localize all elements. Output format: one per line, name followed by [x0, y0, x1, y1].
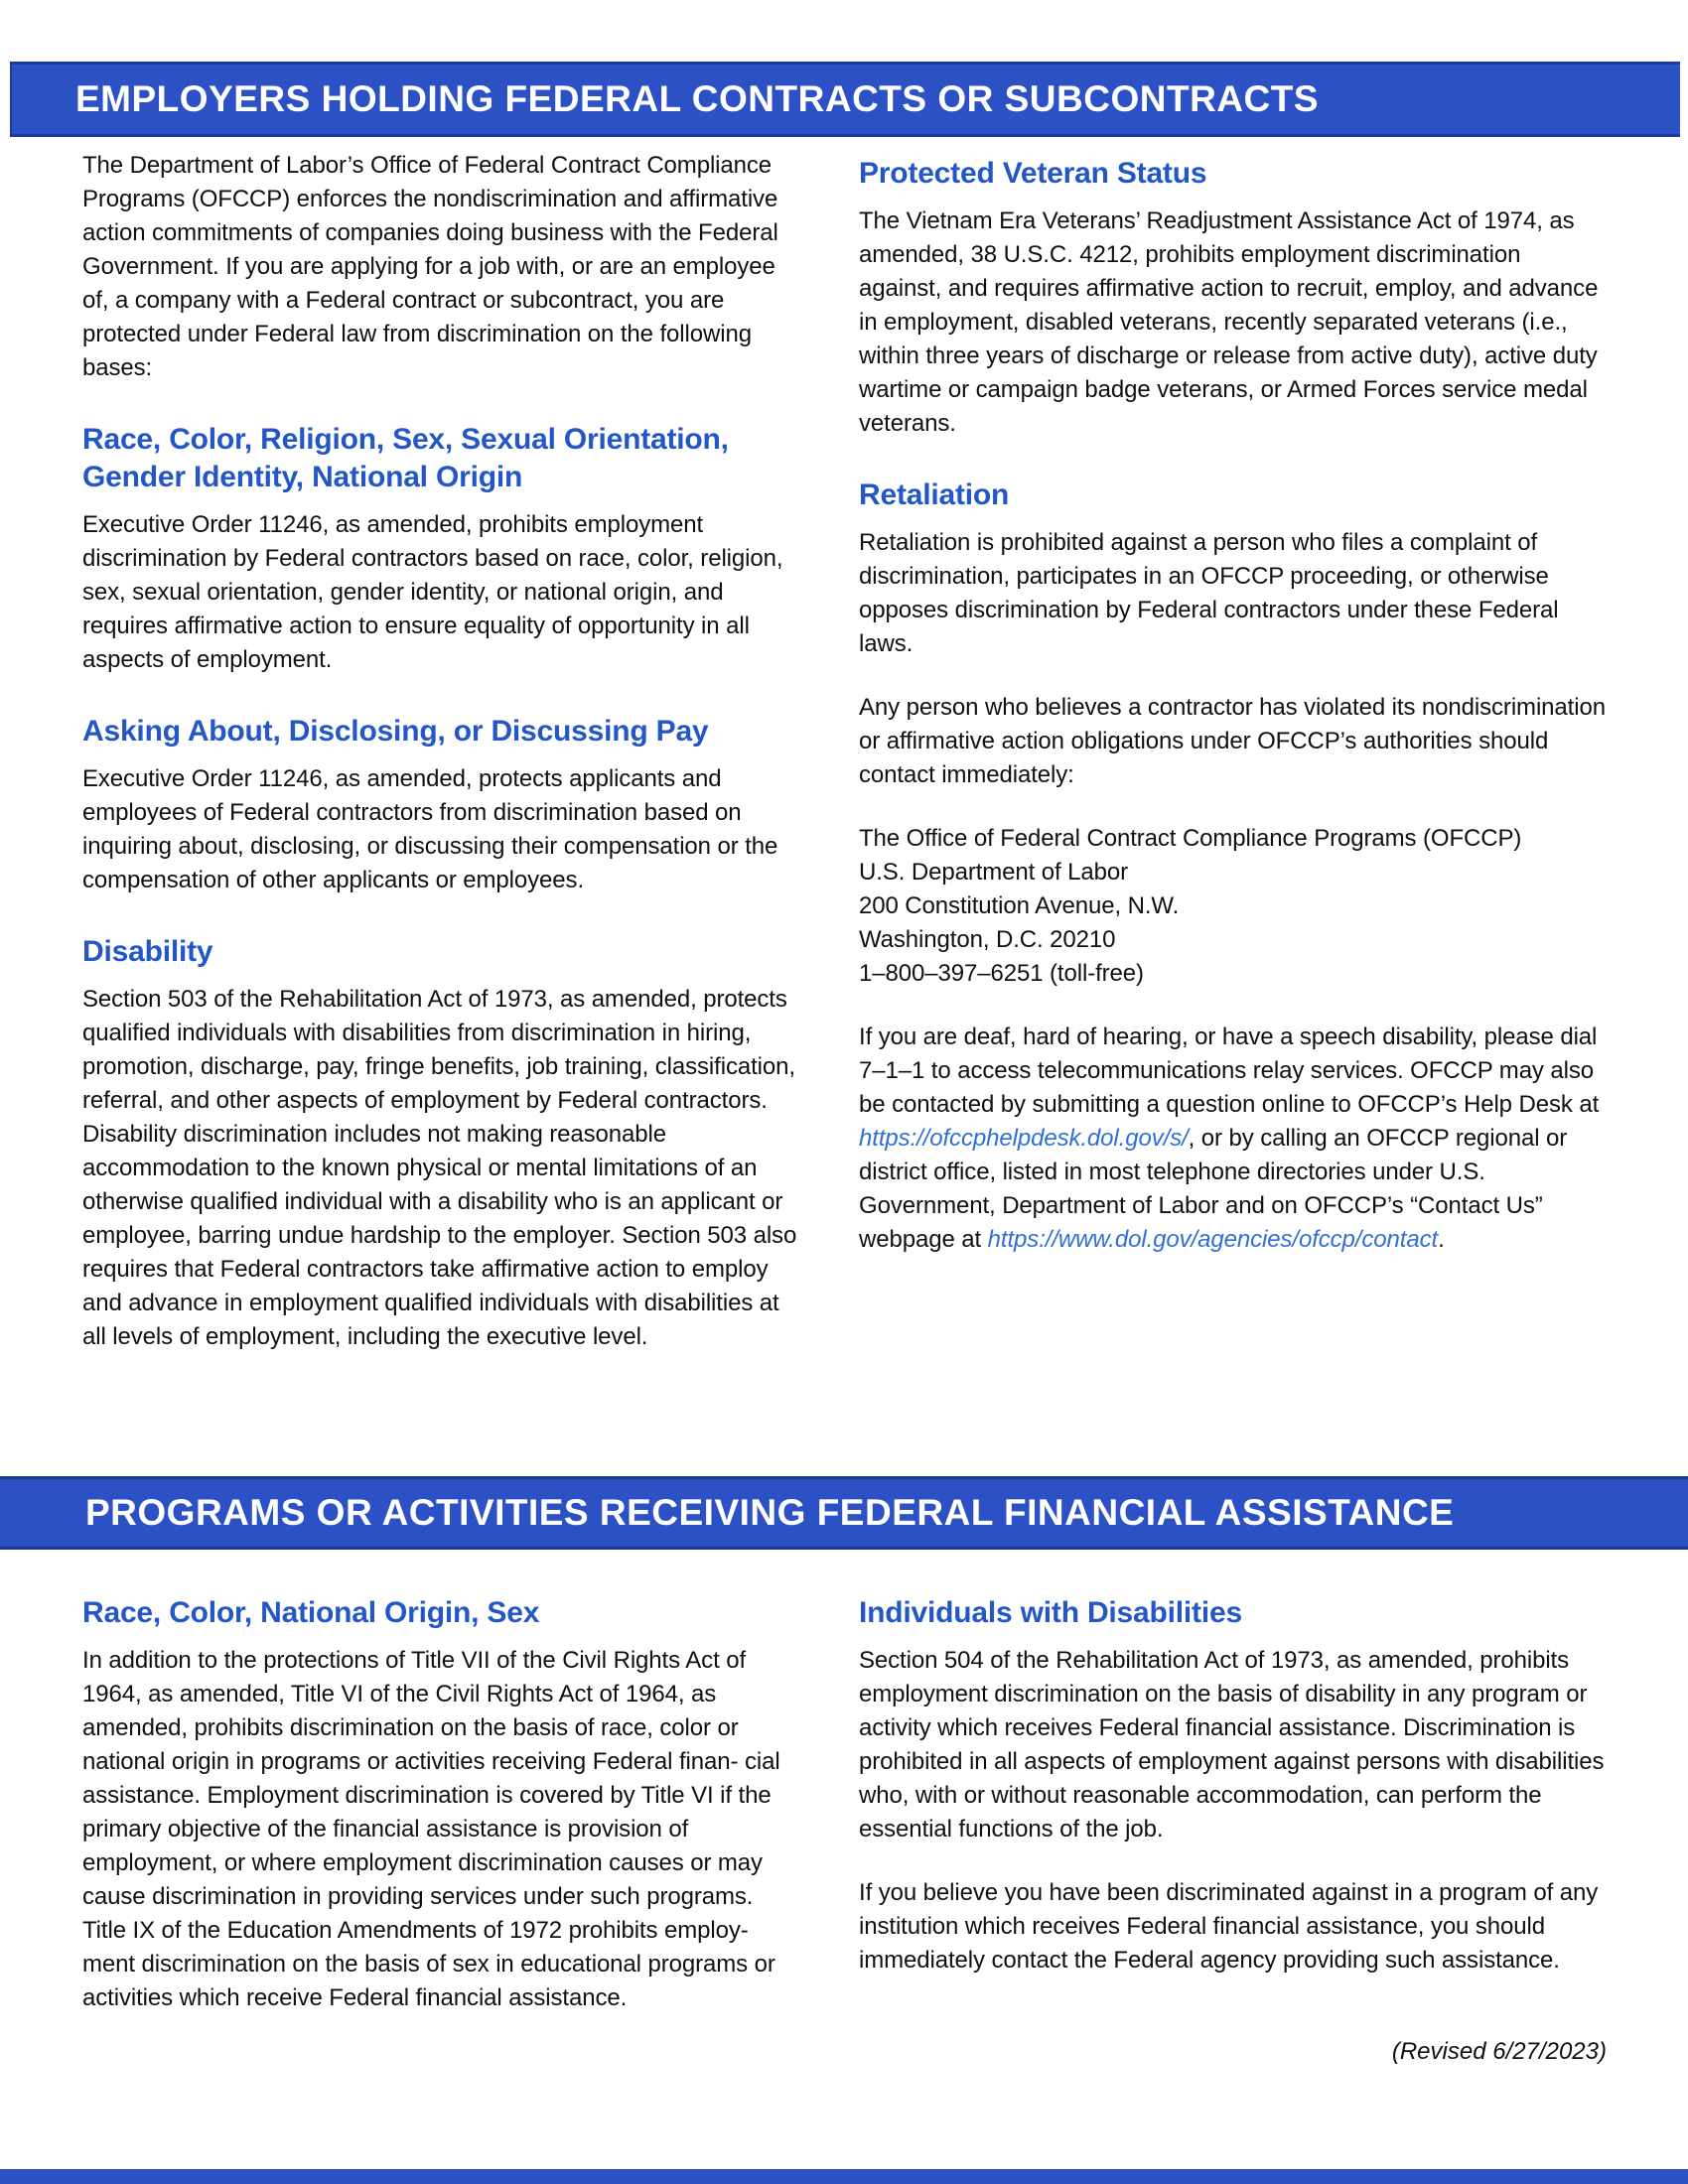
section-504-paragraph: Section 504 of the Rehabilitation Act of 1973, as amended, prohibits employment discrimination on the basis of disability in any program or activity which receives Federal financial assistance. Discrimination is prohibited in all aspects of employment against persons with disabilities who, with or without reasonable accommodation, can perform the essential functions of the job. — [859, 1647, 1605, 1843]
ofccp-contact-address — [859, 822, 1609, 991]
assistance-right-column — [859, 1588, 1609, 2007]
contact-line: U.S. Department of Labor — [859, 859, 1129, 886]
heading-race-color-religion: Race, Color, Religion, Sex, Sexual Orientation, Gender Identity, National Origin — [82, 423, 729, 493]
retaliation-paragraph: Retaliation is prohibited against a person who files a complaint of discrimination, participates in an OFCCP proceeding, or otherwise opposes discrimination by Federal contractors under these Federal laws. — [859, 529, 1559, 657]
contact-line: 1–800–397–6251 (toll-free) — [859, 960, 1144, 987]
heading-individuals-with-disabilities: Individuals with Disabilities — [859, 1596, 1242, 1629]
relay-services-paragraph — [859, 1021, 1609, 1257]
ofccp-intro-paragraph: The Department of Labor’s Office of Federal Contract Compliance Programs (OFCCP) enforces the nondiscrimination and affirmative action commitments of companies doing business with the Federal Government. If you are applying for a job with, or are an employee of, a company with a Federal contract or subcontract, you are protected under Federal law from discrimination on the following bases: — [82, 152, 778, 381]
contracts-right-column — [859, 149, 1609, 1287]
text-segment: . — [1438, 1226, 1445, 1253]
heading-retaliation: Retaliation — [859, 478, 1010, 511]
contact-line: The Office of Federal Contract Compliance Programs (OFCCP) — [859, 825, 1522, 852]
race-color-religion-paragraph: Executive Order 11246, as amended, prohibits employment discrimination by Federal contractors based on race, color, religion, sex, sexual orientation, gender identity, or national origin, and requires affirmative action to ensure equality of opportunity in all aspects of employment. — [82, 511, 783, 673]
protected-veteran-paragraph: The Vietnam Era Veterans’ Readjustment Assistance Act of 1974, as amended, 38 U.S.C. 4212, prohibits employment discrimination against, and requires affirmative action to recruit, employ, and advance in employment, disabled veterans, recently separated veterans (i.e., within three years of discharge or release from active duty), active duty wartime or campaign badge veterans, or Armed Forces service medal veterans. — [859, 207, 1599, 437]
text-segment: If you are deaf, hard of hearing, or have a speech disability, please dial 7–1–1 to access telecommunications relay services. OFCCP may also be contacted by submitting a question online to OFCCP’s Help Desk at — [859, 1024, 1600, 1118]
contact-line: 200 Constitution Avenue, N.W. — [859, 892, 1180, 919]
contact-instruction-paragraph: Any person who believes a contractor has violated its nondiscrimination or affirmative action obligations under OFCCP’s authorities should contact immediately: — [859, 694, 1606, 788]
assistance-left-column — [82, 1588, 802, 2045]
revised-date-note: (Revised 6/27/2023) — [1391, 2038, 1607, 2065]
banner-employers-federal-contracts — [10, 62, 1680, 137]
discussing-pay-paragraph: Executive Order 11246, as amended, protects applicants and employees of Federal contractors from discrimination based on inquiring about, disclosing, or discussing their compensation or the compensation of other applicants or employees. — [82, 765, 778, 893]
heading-discussing-pay: Asking About, Disclosing, or Discussing Pay — [82, 715, 709, 748]
contact-line: Washington, D.C. 20210 — [859, 926, 1116, 953]
text-segment: , or by calling an OFCCP regional or district office, listed in most telephone directories under U.S. Government, Department of Labor and on OFCCP’s “Contact Us” webpage at — [859, 1125, 1568, 1253]
contracts-left-column — [82, 149, 802, 1384]
link-ofccp-helpdesk[interactable]: https://ofccphelpdesk.dol.gov/s/ — [859, 1125, 1189, 1152]
title-vi-paragraph: In addition to the protections of Title VII of the Civil Rights Act of 1964, as amended, Title VI of the Civil Rights Act of 1964, as amended, prohibits discrimination on the basis of race, color or national origin in programs or activities receiving Federal finan- cial assistance. Employment discrimination is covered by Title VI if the primary objective of the financial assistance is provision of employment, or where employment discrimination causes or may cause discrimination in providing services under such programs. Title IX of the Education Amendments of 1972 prohibits employ- ment discrimination on the basis of sex in educational programs or activities which receive Federal financial assistance. — [82, 1647, 780, 2011]
heading-protected-veteran-status: Protected Veteran Status — [859, 157, 1207, 190]
banner-federal-financial-assistance — [0, 1476, 1688, 1550]
heading-disability: Disability — [82, 935, 213, 968]
link-ofccp-contact-page[interactable]: https://www.dol.gov/agencies/ofccp/contact — [987, 1226, 1439, 1253]
heading-race-color-national-origin-sex: Race, Color, National Origin, Sex — [82, 1596, 540, 1629]
banner-financial-assistance-title: PROGRAMS OR ACTIVITIES RECEIVING FEDERAL FINANCIAL ASSISTANCE — [85, 1492, 1455, 1533]
disability-paragraph: Section 503 of the Rehabilitation Act of 1973, as amended, protects qualified individuals with disabilities from discrimination in hiring, promotion, discharge, pay, fringe benefits, job training, classification, referral, and other aspects of employment by Federal contractors. Disability discrimination includes not making reasonable accommodation to the known physical or mental limitations of an otherwise qualified individual with a disability who is an applicant or employee, barring undue hardship to the employer. Section 503 also requires that Federal contractors take affirmative action to employ and advance in employment qualified individuals with disabilities at all levels of employment, including the executive level. — [82, 986, 797, 1350]
banner-employers-title: EMPLOYERS HOLDING FEDERAL CONTRACTS OR SUBCONTRACTS — [75, 78, 1320, 119]
assistance-complaint-paragraph: If you believe you have been discriminated against in a program of any institution which receives Federal financial assistance, you should immediately contact the Federal agency providing such assistance. — [859, 1879, 1599, 1974]
footer-bar — [0, 2169, 1688, 2184]
